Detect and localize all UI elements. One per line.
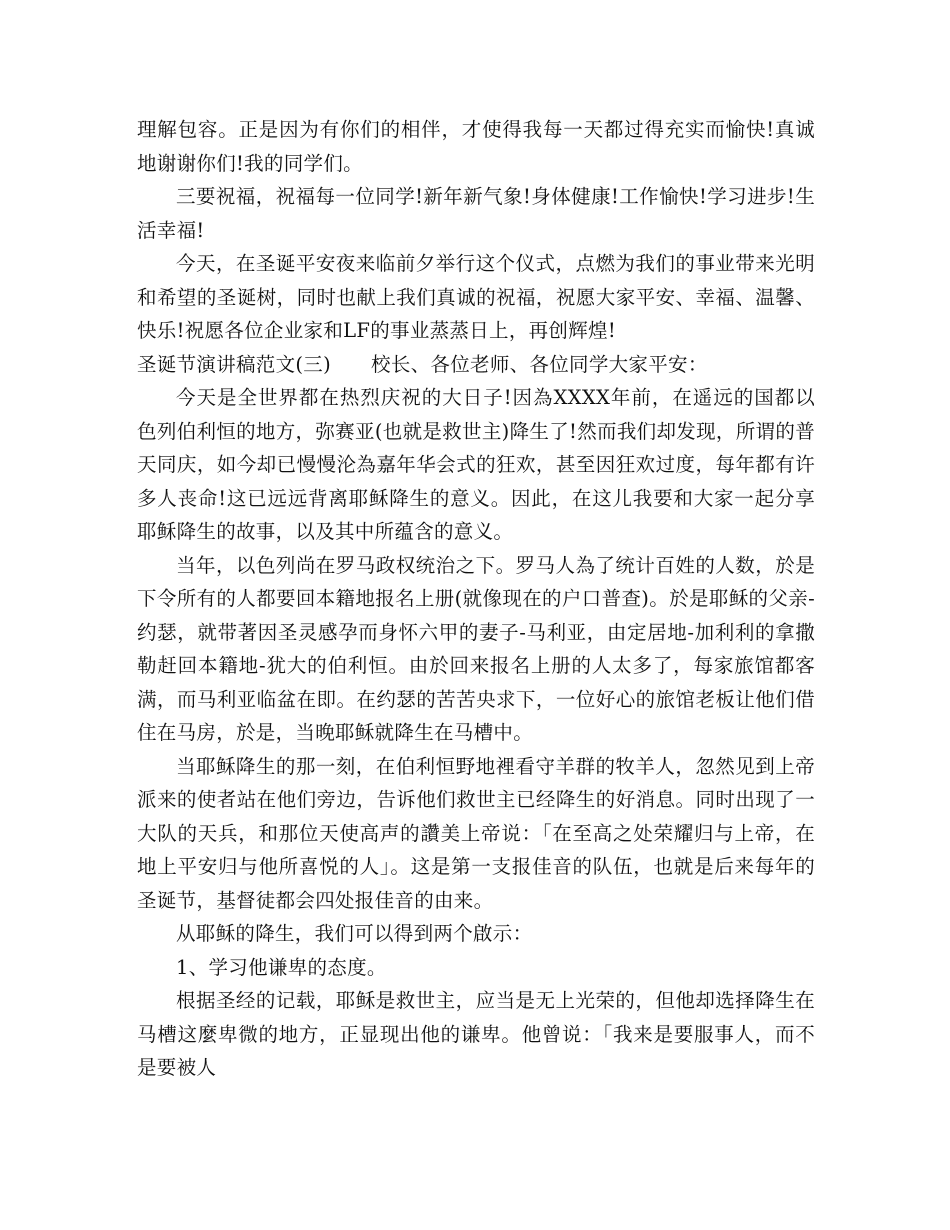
greeting: 校长、各位老师、各位同学大家平安： bbox=[371, 352, 708, 376]
section-heading-line bbox=[137, 348, 815, 382]
section-title: 圣诞节演讲稿范文(三) bbox=[137, 352, 332, 376]
document-page bbox=[137, 113, 815, 1085]
paragraph: 从耶稣的降生，我们可以得到两个啟示： bbox=[176, 922, 533, 945]
paragraph: 当耶稣降生的那一刻，在伯利恒野地裡看守羊群的牧羊人，忽然见到上帝派来的使者站在他们旁边，告诉他们救世主已经降生的好消息。同时出现了一大队的天兵，和那位天使高声的讚美上帝说：「在至高之处荣耀归与上帝，在地上平安归与他所喜悦的人」。这是第一支报佳音的队伍，也就是后来每年的圣诞节，基督徒都会四处报佳音的由来。 bbox=[137, 754, 815, 912]
list-point: 1、学习他谦卑的态度。 bbox=[176, 955, 387, 979]
paragraph: 三要祝福，祝福每一位同学!新年新气象!身体健康!工作愉快!学习进步!生活幸福! bbox=[137, 185, 815, 242]
paragraph: 根据圣经的记载，耶稣是救世主，应当是无上光荣的，但他却选择降生在马槽这麼卑微的地方，正显现出他的谦卑。他曾说：「我来是要服事人，而不是要被人 bbox=[137, 989, 815, 1079]
paragraph: 今天，在圣诞平安夜来临前夕举行这个仪式，点燃为我们的事业带来光明和希望的圣诞树，同时也献上我们真诚的祝福，祝愿大家平安、幸福、温馨、快乐!祝愿各位企业家和LF的事业蒸蒸日上，再创辉煌! bbox=[137, 252, 815, 342]
paragraph: 理解包容。正是因为有你们的相伴，才使得我每一天都过得充实而愉快!真诚地谢谢你们!我的同学们。 bbox=[137, 118, 815, 175]
paragraph: 当年，以色列尚在罗马政权统治之下。罗马人為了统计百姓的人数，於是下令所有的人都要回本籍地报名上册(就像现在的户口普查)。於是耶稣的父亲-约瑟，就带著因圣灵感孕而身怀六甲的妻子-马利亚，由定居地-加利利的拿撒勒赶回本籍地-犹大的伯利恒。由於回来报名上册的人太多了，每家旅馆都客满，而马利亚临盆在即。在约瑟的苦苦央求下，一位好心的旅馆老板让他们借住在马房，於是，当晚耶稣就降生在马槽中。 bbox=[137, 553, 815, 744]
paragraph: 今天是全世界都在热烈庆祝的大日子!因為XXXX年前，在遥远的国都以色列伯利恒的地方，弥赛亚(也就是救世主)降生了!然而我们却发现，所谓的普天同庆，如今却已慢慢沦為嘉年华会式的狂欢，甚至因狂欢过度，每年都有许多人丧命!这已远远背离耶稣降生的意义。因此，在这儿我要和大家一起分享耶稣降生的故事，以及其中所蕴含的意义。 bbox=[137, 386, 815, 543]
